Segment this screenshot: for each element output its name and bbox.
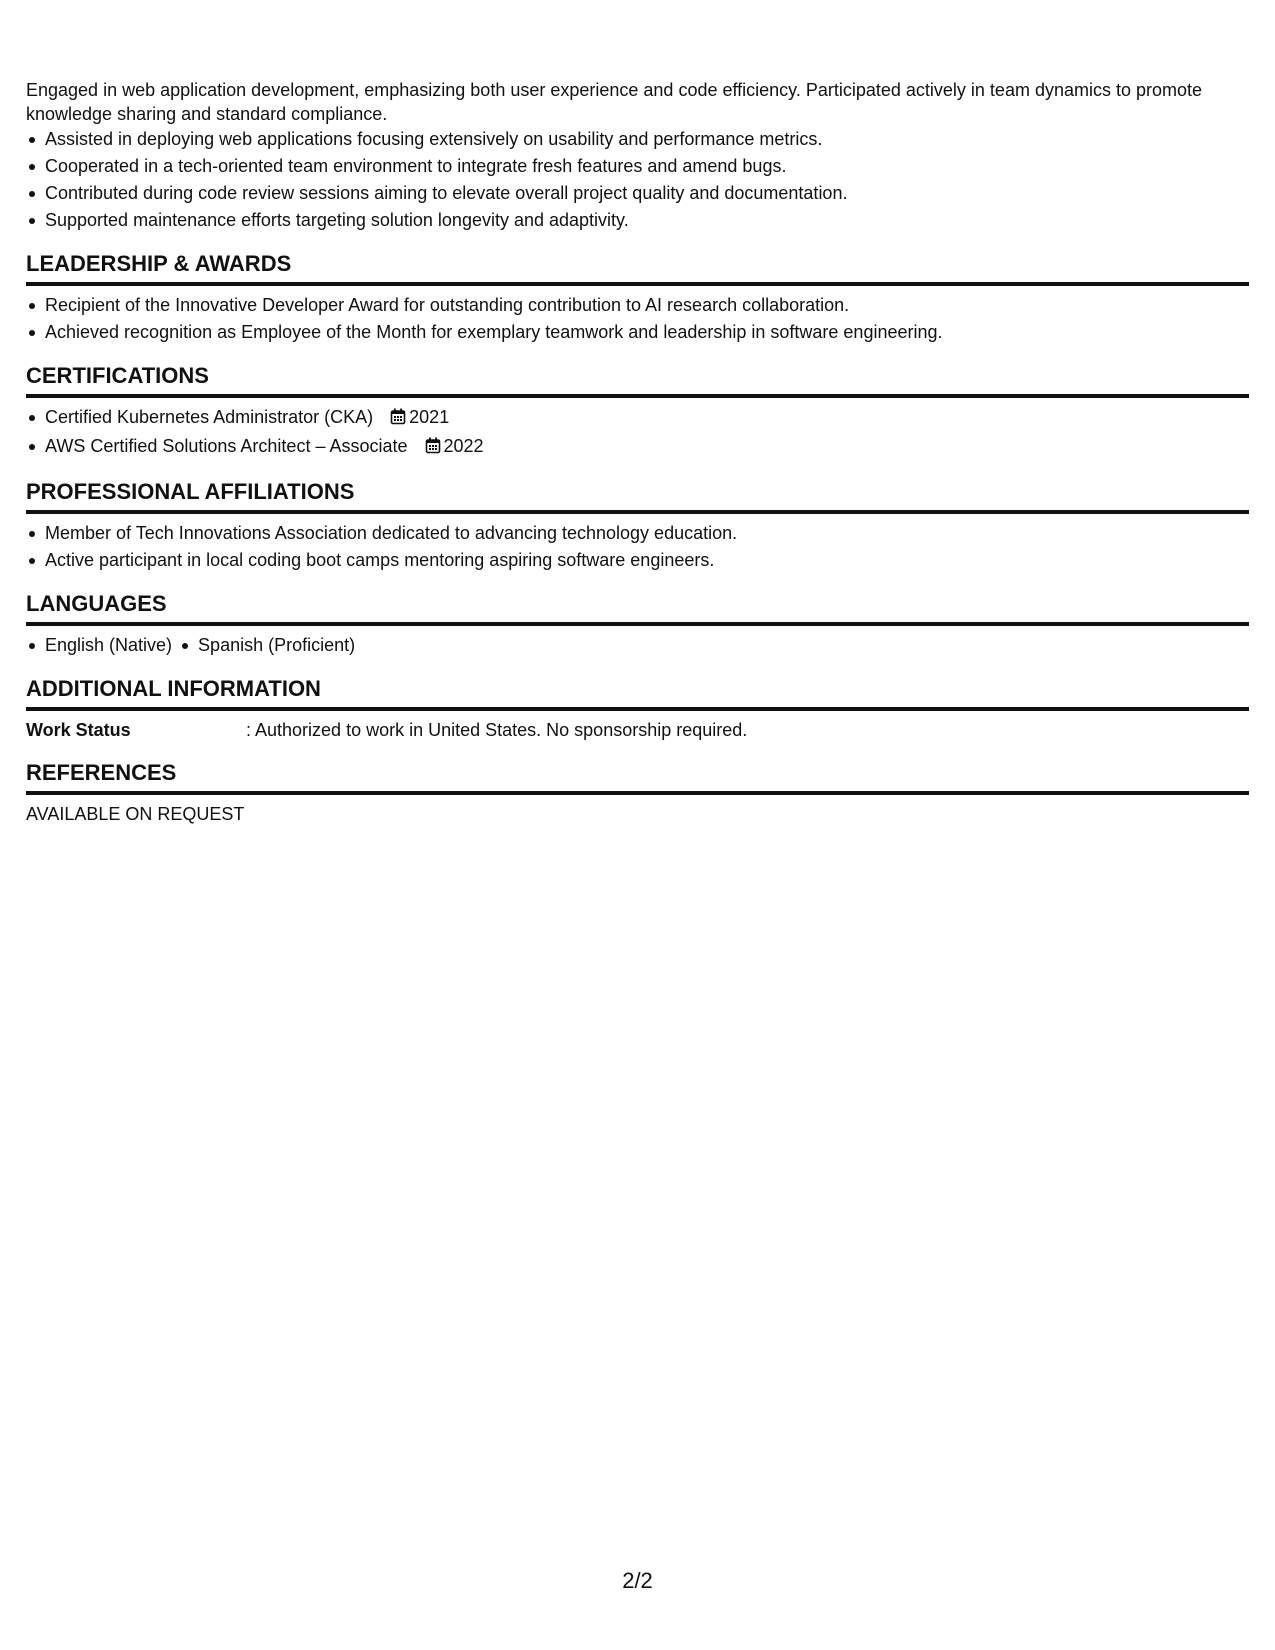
affiliations-list — [26, 520, 1249, 574]
leadership-item: Achieved recognition as Employee of the Month for exemplary teamwork and leadership in software engineering. — [45, 319, 1249, 346]
work-status-value: : Authorized to work in United States. No sponsorship required. — [246, 720, 748, 740]
certifications-list — [26, 404, 1249, 462]
experience-bullet: Cooperated in a tech-oriented team environment to integrate fresh features and amend bugs. — [45, 153, 1249, 180]
work-status-row — [26, 717, 1249, 743]
language-item: Spanish (Proficient) — [198, 632, 355, 659]
references-text: AVAILABLE ON REQUEST — [26, 804, 245, 824]
certification-year: 2021 — [409, 407, 450, 427]
leadership-list — [26, 292, 1249, 346]
additional-info-section-title: ADDITIONAL INFORMATION — [26, 675, 1249, 711]
calendar-icon — [390, 406, 406, 433]
certifications-section-title: CERTIFICATIONS — [26, 362, 1249, 398]
affiliation-item: Member of Tech Innovations Association dedicated to advancing technology education. — [45, 520, 1249, 547]
certification-name: Certified Kubernetes Administrator (CKA) — [45, 407, 374, 427]
leadership-item: Recipient of the Innovative Developer Award for outstanding contribution to AI research collaboration. — [45, 292, 1249, 319]
languages-section-title: LANGUAGES — [26, 590, 1249, 626]
experience-bullet: Assisted in deploying web applications focusing extensively on usability and performance metrics. — [45, 126, 1249, 153]
experience-bullet: Supported maintenance efforts targeting solution longevity and adaptivity. — [45, 207, 1249, 234]
work-status-label: Work Status — [26, 720, 131, 740]
languages-list — [26, 632, 1249, 659]
certification-name: AWS Certified Solutions Architect – Associate — [45, 436, 408, 456]
language-item: English (Native) — [45, 632, 172, 659]
resume-page — [26, 78, 1249, 827]
affiliation-item: Active participant in local coding boot camps mentoring aspiring software engineers. — [45, 547, 1249, 574]
certification-year: 2022 — [443, 436, 484, 456]
experience-summary: Engaged in web application development, emphasizing both user experience and code efficiency. Participated actively in team dynamics to promote knowledge sharing and standard compliance. — [26, 80, 1203, 124]
calendar-icon — [425, 435, 441, 462]
experience-bullet-list — [26, 126, 1249, 234]
page-number: 2/2 — [622, 1568, 653, 1593]
references-section-title: REFERENCES — [26, 759, 1249, 795]
leadership-section-title: LEADERSHIP & AWARDS — [26, 250, 1249, 286]
experience-bullet: Contributed during code review sessions aiming to elevate overall project quality and documentation. — [45, 180, 1249, 207]
certification-item — [45, 404, 1249, 433]
certification-item — [45, 433, 1249, 462]
affiliations-section-title: PROFESSIONAL AFFILIATIONS — [26, 478, 1249, 514]
